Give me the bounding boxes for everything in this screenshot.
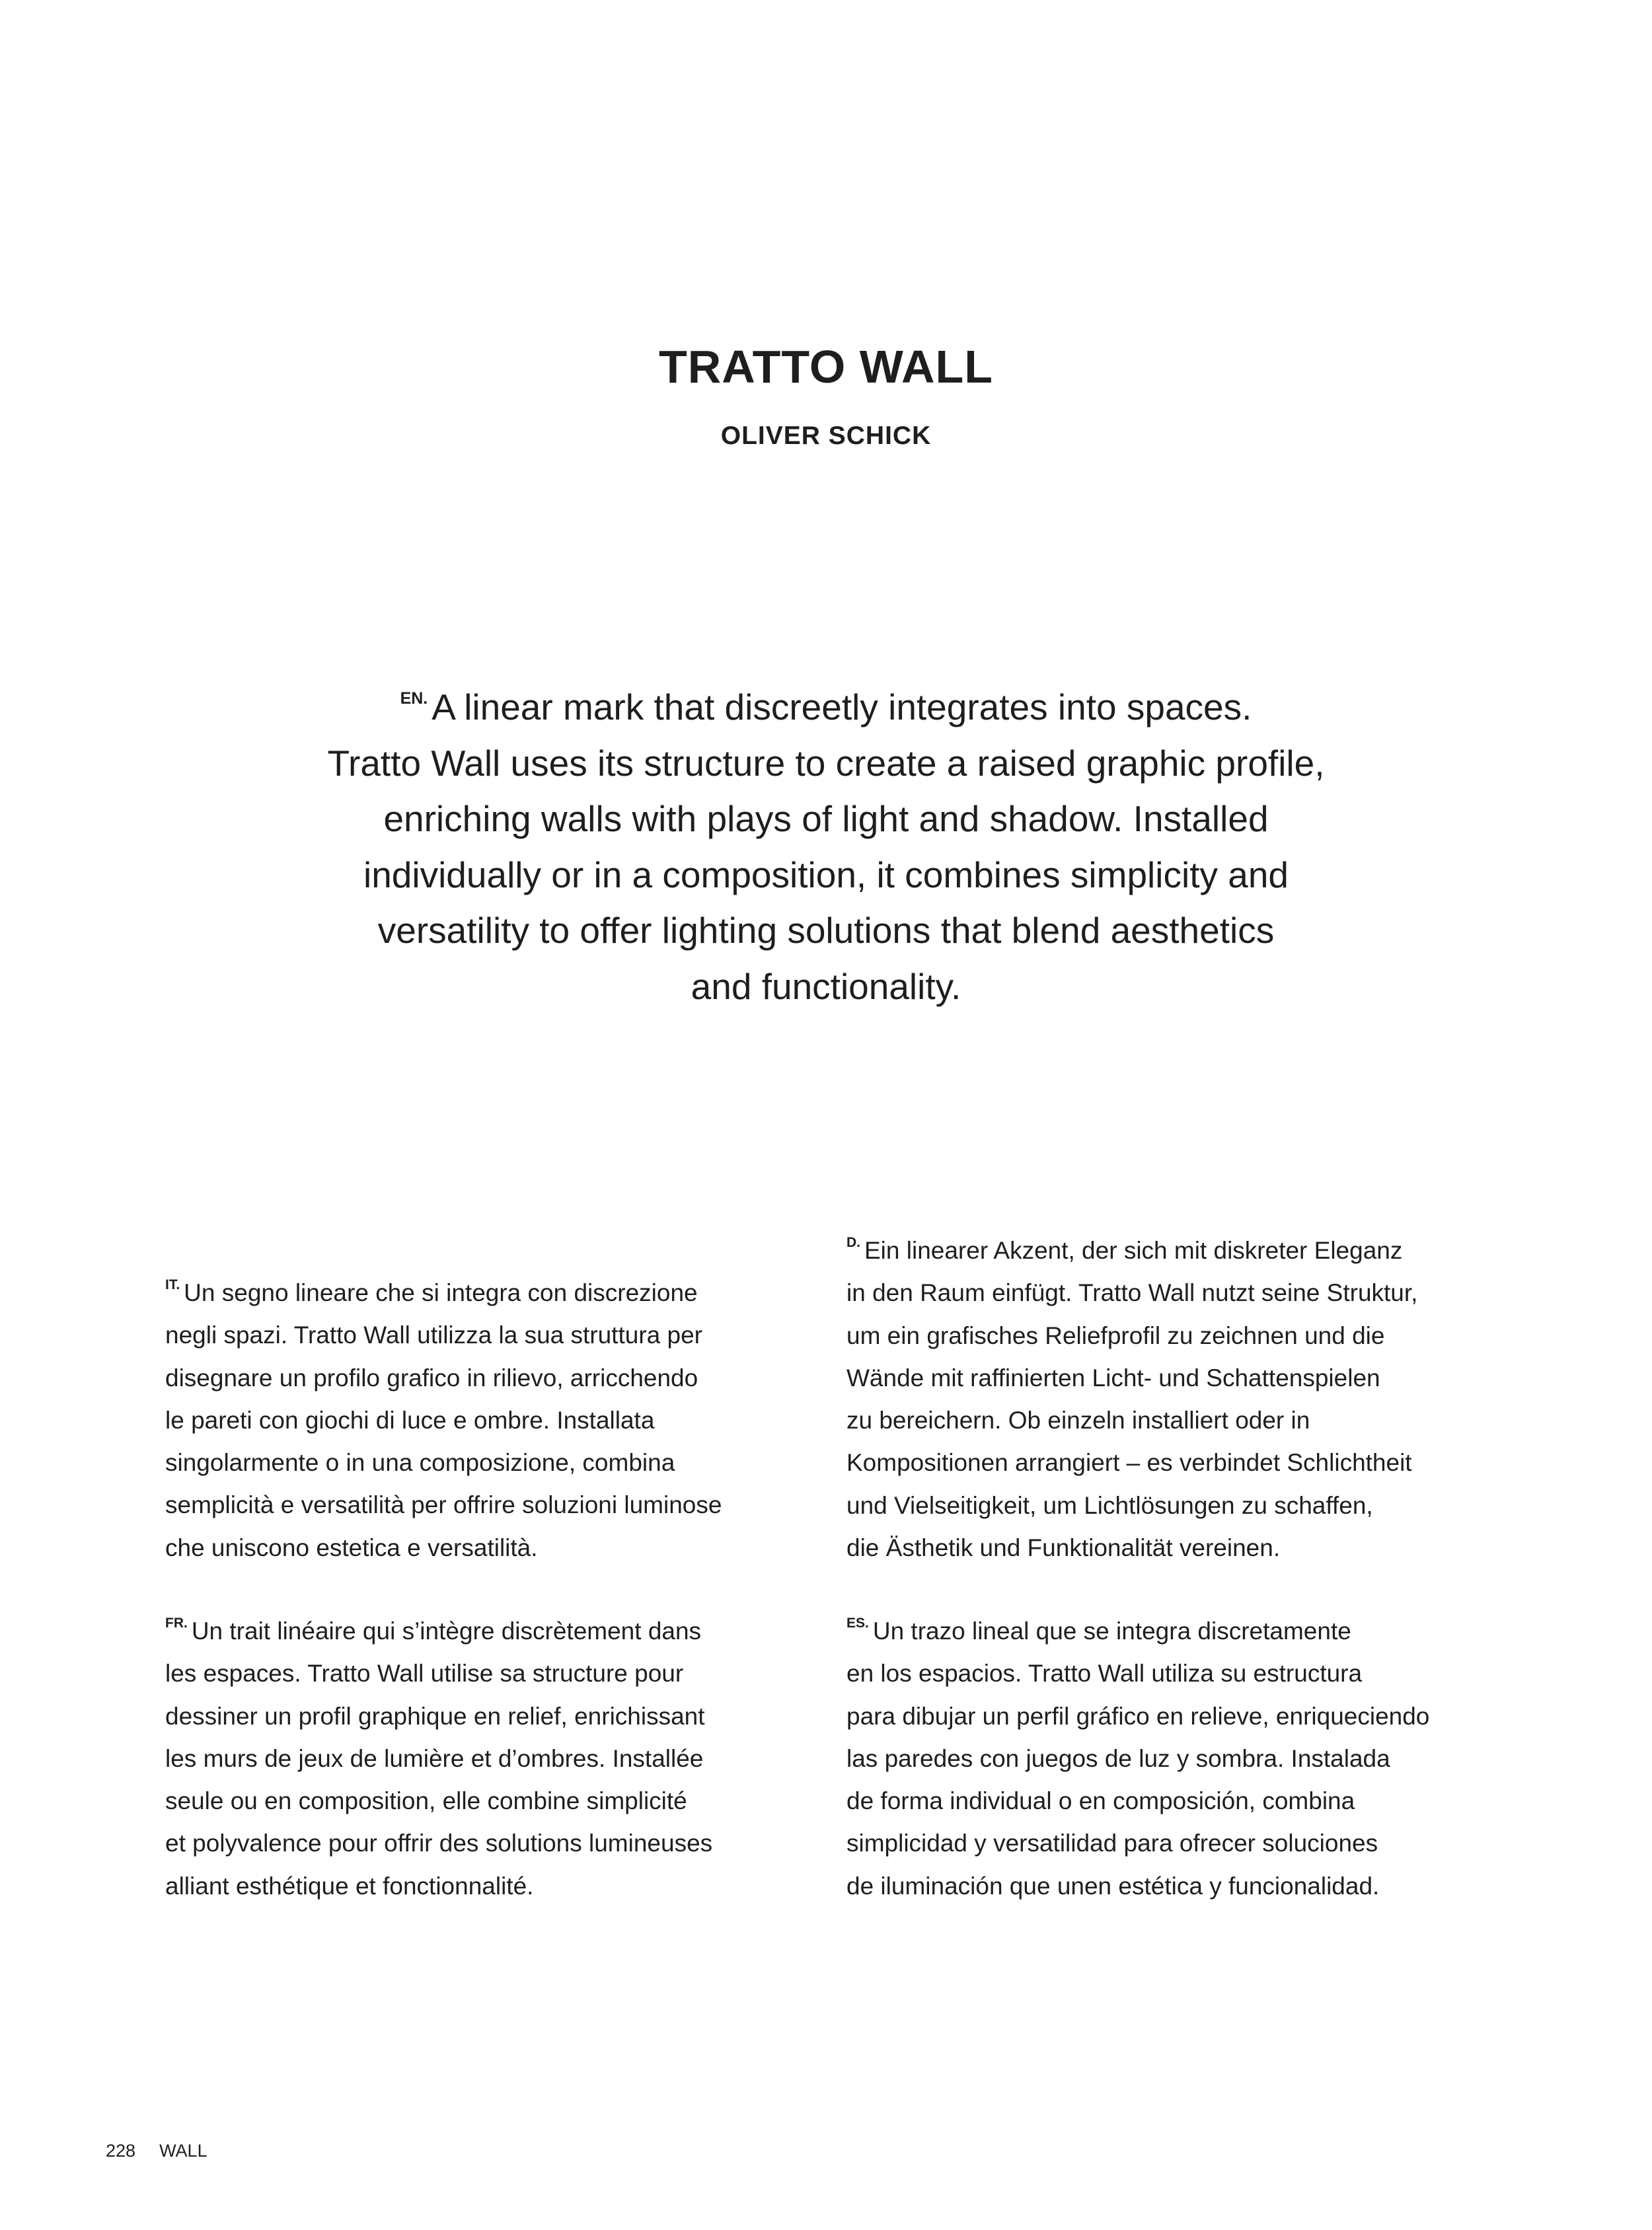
designer-name: OLIVER SCHICK xyxy=(720,422,932,450)
paragraph-fr xyxy=(165,1602,826,1908)
language-label-fr: FR. xyxy=(165,1616,188,1631)
language-label-en: EN. xyxy=(400,689,428,708)
intro-paragraph-en xyxy=(218,671,1434,1014)
section-name: WALL xyxy=(159,2141,207,2161)
language-label-it: IT. xyxy=(165,1277,180,1292)
page-footer xyxy=(106,2137,207,2164)
intro-text-en: A linear mark that discreetly integrates into spaces. Tratto Wall uses its structure to create a raised graphic profile, enriching walls with plays of light and shadow. Installed individually or in a composition, it combines simplicity and versatility to offer lighting solutions that blend aesthetics and functionality. xyxy=(327,687,1325,1007)
paragraph-de xyxy=(846,1222,1507,1569)
paragraph-it xyxy=(165,1264,826,1569)
page-number: 228 xyxy=(106,2141,136,2161)
language-label-es: ES. xyxy=(846,1616,869,1631)
paragraph-text-it: Un segno lineare che si integra con discrezione negli spazi. Tratto Wall utilizza la sua struttura per disegnare un profilo grafico in rilievo, arricchendo le pareti con giochi di luce e ombre. Installata singolarmente o in una composizione, combina semplicità e versatilità per offrire soluzioni luminose che uniscono estetica e versatilità. xyxy=(165,1279,722,1561)
page-title: TRATTO WALL xyxy=(658,341,994,392)
paragraph-es xyxy=(846,1602,1507,1908)
language-label-de: D. xyxy=(846,1235,860,1250)
paragraph-text-es: Un trazo lineal que se integra discretamente en los espacios. Tratto Wall utiliza su estructura para dibujar un perfil gráfico en relieve, enriqueciendo las paredes con juegos de luz y sombra. Instalada de forma individual o en composición, combina simplicidad y versatilidad para ofrecer soluciones de iluminación que unen estética y funcionalidad. xyxy=(846,1617,1430,1900)
paragraph-text-de: Ein linearer Akzent, der sich mit diskreter Eleganz in den Raum einfügt. Tratto Wall nutzt seine Struktur, um ein grafisches Reliefprofil zu zeichnen und die Wände mit raffinierten Licht- und Schattenspielen zu bereichern. Ob einzeln installiert oder in Kompositionen arrangiert – es verbindet Schlichtheit und Vielseitigkeit, um Lichtlösungen zu schaffen, die Ästhetik und Funktionalität vereinen. xyxy=(846,1237,1418,1562)
paragraph-text-fr: Un trait linéaire qui s’intègre discrètement dans les espaces. Tratto Wall utilise sa structure pour dessiner un profil graphique en relief, enrichissant les murs de jeux de lumière et d’ombres. Installée seule ou en composition, elle combine simplicité et polyvalence pour offrir des solutions lumineuses alliant esthétique et fonctionnalité. xyxy=(165,1617,713,1900)
